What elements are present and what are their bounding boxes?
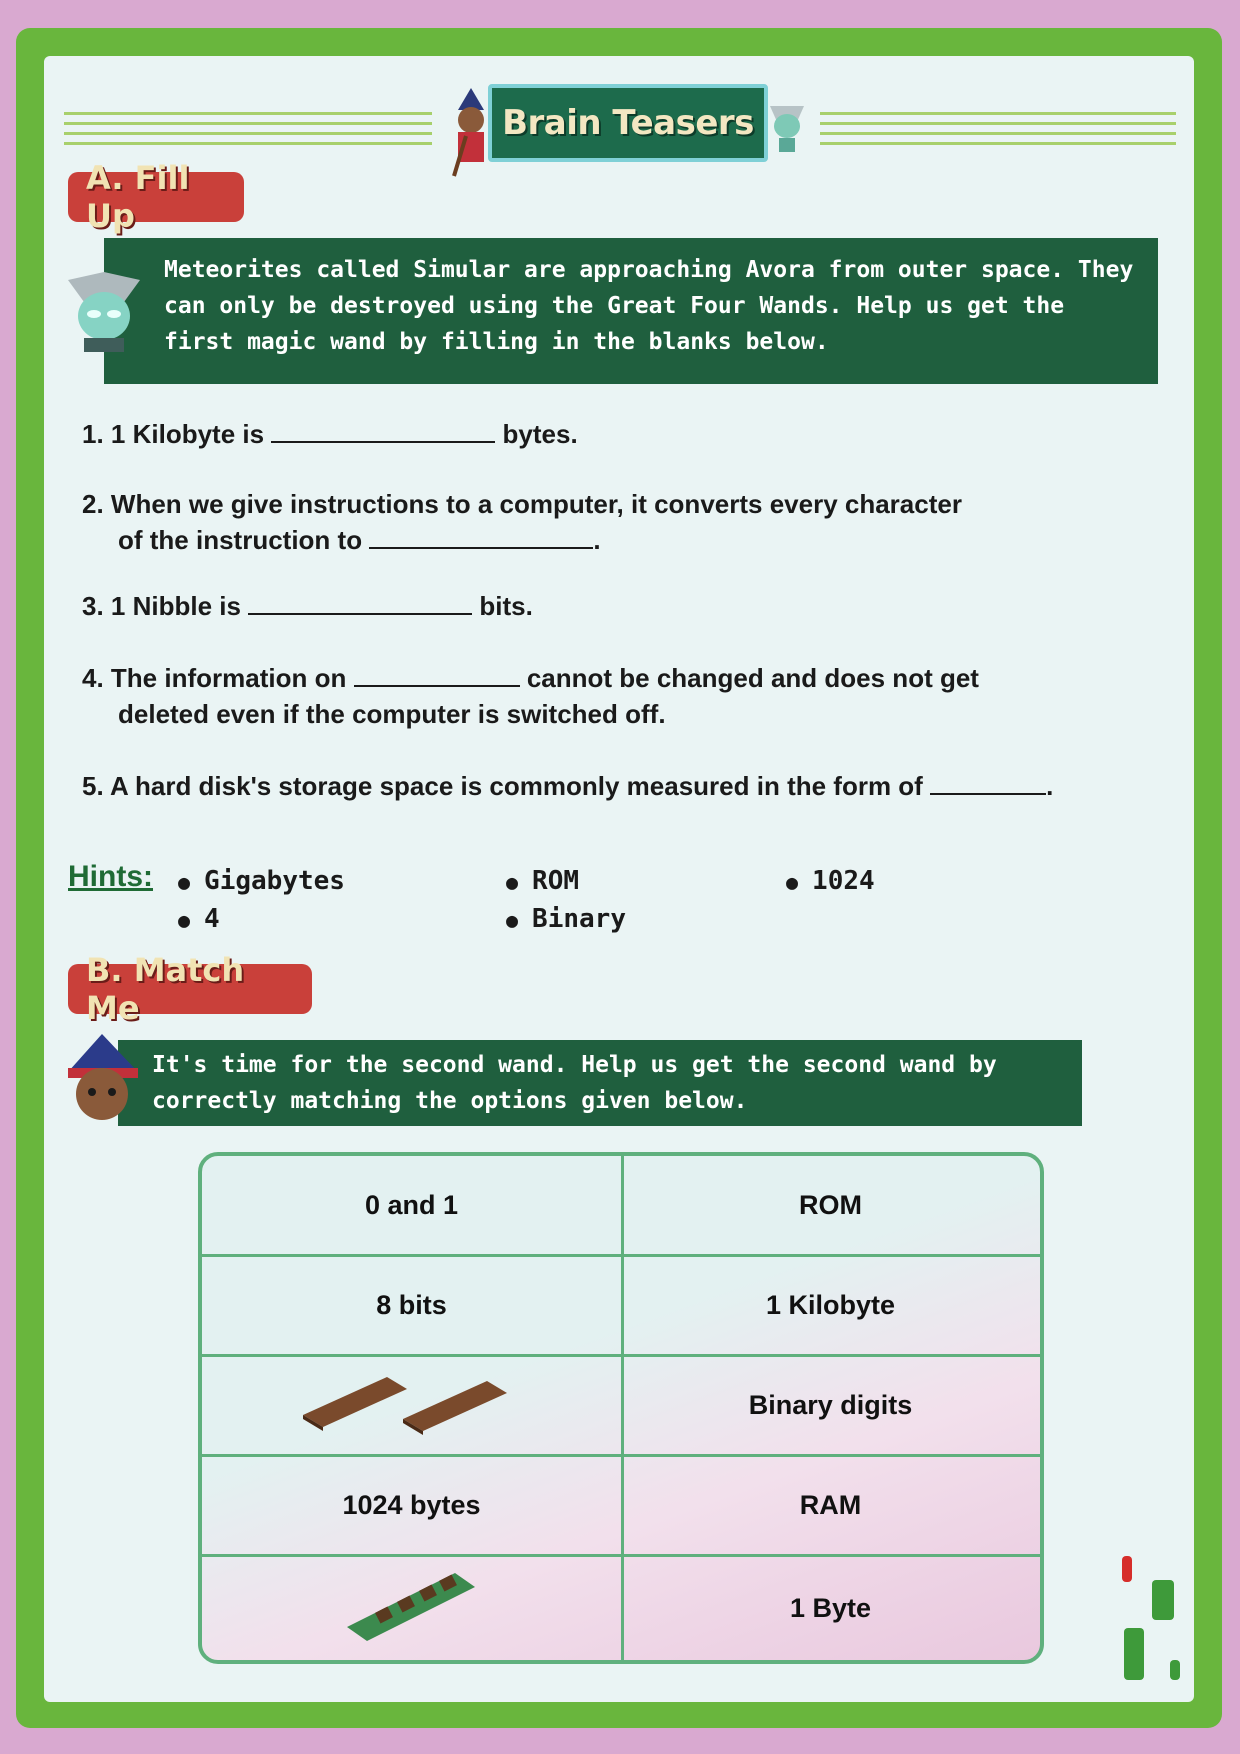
decor-bar-red	[1122, 1556, 1132, 1582]
hint-rom: ● ROM	[506, 866, 579, 896]
blank-5[interactable]	[930, 769, 1046, 795]
decor-bar-green	[1170, 1660, 1180, 1680]
header-lines-left	[64, 112, 432, 146]
hint-gigabytes: ● Gigabytes	[178, 866, 345, 896]
question-5: 5. A hard disk's storage space is commonly measured in the form of .	[82, 771, 1054, 801]
memory-module-icon	[337, 1563, 487, 1653]
robot-helper-icon	[62, 272, 146, 356]
left-item-5[interactable]	[202, 1556, 621, 1660]
left-item-1[interactable]: 0 and 1	[364, 1189, 459, 1220]
right-item-3[interactable]: Binary digits	[748, 1389, 913, 1420]
robot-mascot-icon	[766, 96, 808, 156]
hints-label: Hints:	[68, 860, 153, 893]
section-b-label: B. Match Me	[68, 964, 312, 1014]
page-title: Brain Teasers	[488, 84, 768, 162]
section-b-intro-banner	[118, 1040, 1082, 1126]
question-1: 1. 1 Kilobyte is bytes.	[82, 419, 578, 449]
hint-1024: ● 1024	[786, 866, 875, 896]
ram-sticks-icon	[297, 1365, 527, 1445]
left-item-3[interactable]	[202, 1356, 621, 1454]
match-table	[198, 1152, 1044, 1664]
hint-4: ● 4	[178, 904, 220, 934]
blank-3[interactable]	[248, 589, 472, 615]
right-item-2[interactable]: 1 Kilobyte	[765, 1289, 896, 1320]
header-lines-right	[820, 112, 1176, 146]
blank-1[interactable]	[271, 417, 495, 443]
question-3: 3. 1 Nibble is bits.	[82, 591, 533, 621]
blank-2[interactable]	[369, 523, 593, 549]
section-a-intro-banner	[104, 238, 1158, 384]
wizard-helper-icon	[60, 1034, 144, 1126]
section-a-intro-text: Meteorites called Simular are approaching Avora from outer space. They can only be destroyed using the Great Four Wands. Help us get the first magic wand by filling in the blanks below.	[164, 257, 1134, 355]
decor-bar-green	[1124, 1628, 1144, 1680]
hint-binary: ● Binary	[506, 904, 626, 934]
left-item-4[interactable]: 1024 bytes	[342, 1489, 481, 1520]
decor-bar-green	[1152, 1580, 1174, 1620]
section-a-label: A. Fill Up	[68, 172, 244, 222]
blank-4[interactable]	[354, 661, 520, 687]
left-item-2[interactable]: 8 bits	[376, 1289, 447, 1320]
right-item-5[interactable]: 1 Byte	[789, 1592, 872, 1623]
right-item-1[interactable]: ROM	[799, 1189, 862, 1220]
section-b-intro-text: It's time for the second wand. Help us get the second wand by correctly matching the options given below.	[152, 1052, 997, 1114]
question-4: 4. The information on cannot be changed and does not get deleted even if the computer is switched off.	[82, 663, 979, 729]
question-2: 2. When we give instructions to a computer, it converts every character of the instruction to .	[82, 489, 962, 555]
right-item-4[interactable]: RAM	[799, 1489, 862, 1520]
